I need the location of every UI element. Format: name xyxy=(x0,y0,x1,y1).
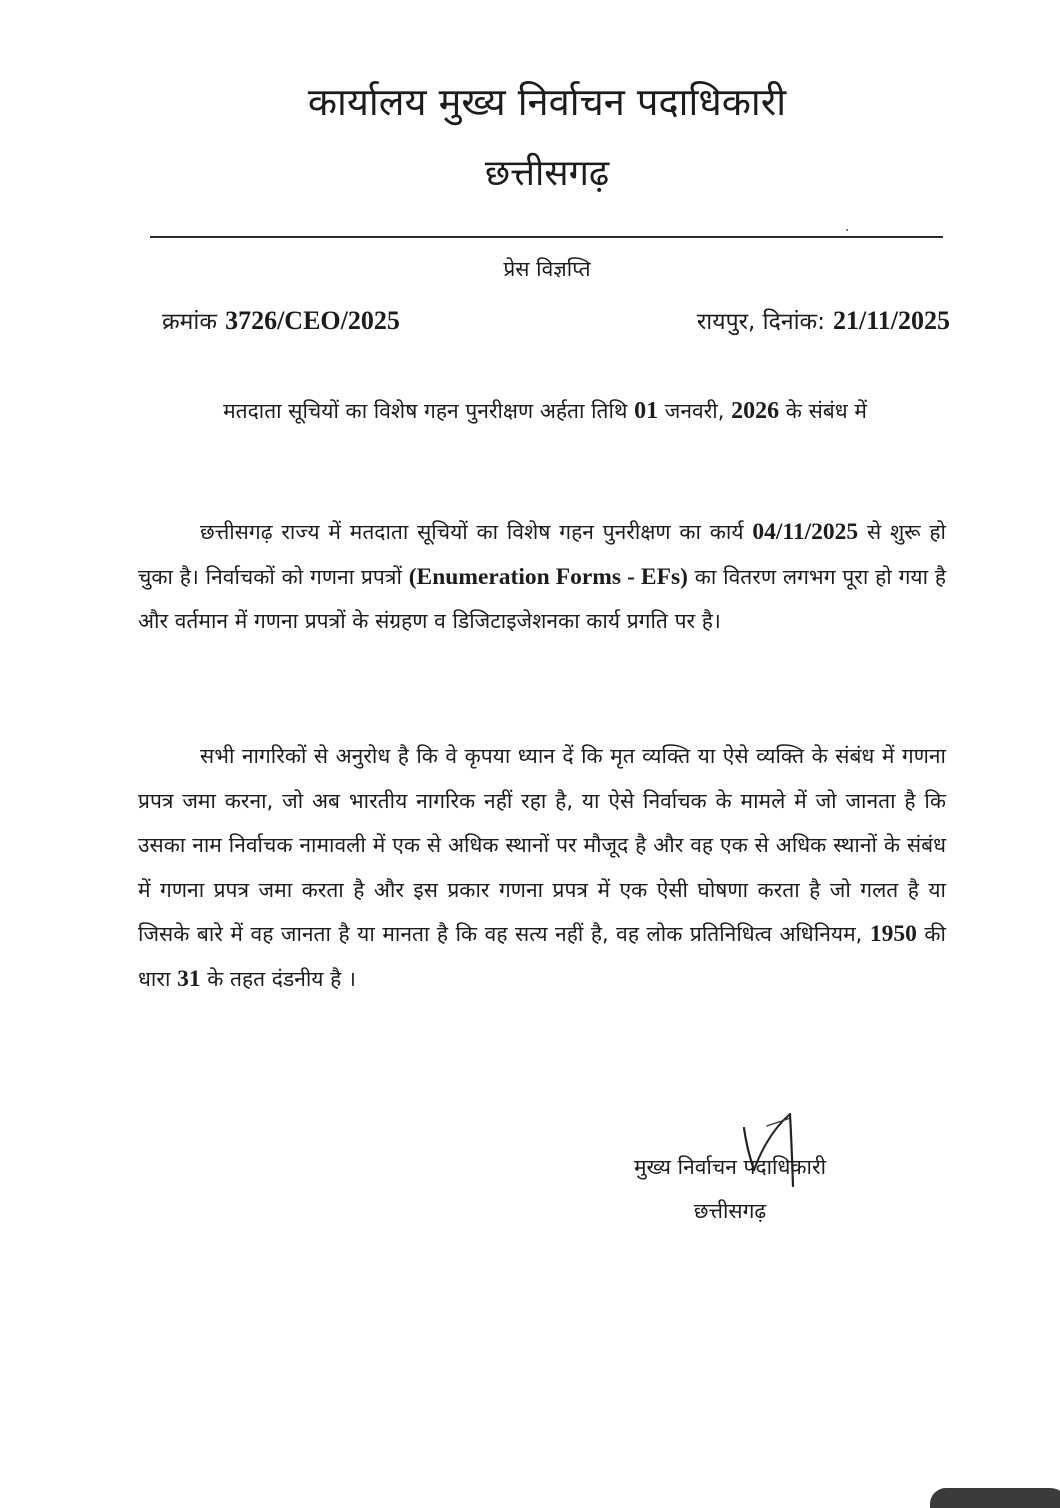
signatory-state: छत्तीसगढ़ xyxy=(693,1199,767,1223)
place-date xyxy=(697,304,950,336)
emphasized-text: (Enumeration Forms - EFs) xyxy=(408,563,688,590)
emphasized-text: 1950 xyxy=(869,921,917,947)
office-state: छत्तीसगढ़ xyxy=(484,153,610,194)
signatory-designation: मुख्य निर्वाचन पदाधिकारी xyxy=(633,1155,827,1179)
body-paragraph-2 xyxy=(138,734,946,1001)
scan-speck xyxy=(846,229,848,231)
reference-number xyxy=(162,304,400,336)
subject-day: 01 xyxy=(634,398,659,424)
signatory-block xyxy=(560,1145,900,1233)
subject-text-2: जनवरी, xyxy=(664,399,725,423)
place-date-label: रायपुर, दिनांक: xyxy=(696,309,825,335)
press-release-label: प्रेस विज्ञप्ति xyxy=(503,257,591,281)
subject-text-1: मतदाता सूचियों का विशेष गहन पुनरीक्षण अर्हता तिथि xyxy=(223,399,628,423)
paragraph-text: सभी नागरिकों से अनुरोध है कि वे कृपया ध्यान दें कि मृत व्यक्ति या ऐसे व्यक्ति के संबंध में गणना प्रपत्र जमा करना, जो अब भारतीय नागरिक नहीं रहा है, या ऐसे निर्वाचक के मामले में जो जानता है कि उसका नाम निर्वाचक नामावली में एक से अधिक स्थानों पर मौजूद है और वह एक से अधिक स्थानों के संबंध में गणना प्रपत्र जमा करता है और इस प्रकार गणना प्रपत्र में एक ऐसी घोषणा करता है जो गलत है या जिसके बारे में वह जानता है या मानता है कि वह सत्य नहीं है, वह लोक प्रतिनिधित्व अधिनियम, xyxy=(138,744,946,946)
reference-value: 3726/CEO/2025 xyxy=(225,306,400,335)
paragraph-text: छत्तीसगढ़ राज्य में मतदाता सूचियों का विशेष गहन पुनरीक्षण का कार्य xyxy=(200,520,753,544)
subject-year: 2026 xyxy=(731,398,780,424)
emphasized-text: 04/11/2025 xyxy=(752,519,859,545)
office-title: कार्यालय मुख्य निर्वाचन पदाधिकारी xyxy=(307,80,787,124)
paragraph-text: के तहत दंडनीय है । xyxy=(200,966,356,991)
paragraph-text: का वितरण लगभग पूरा हो गया है और वर्तमान में गणना प्रपत्रों के संग्रहण व डिजिटाइजेशनका कार्य प्रगति पर है। xyxy=(138,564,947,633)
body-paragraph-1 xyxy=(138,510,946,644)
viewer-overlay-bar xyxy=(930,1488,1060,1508)
header-divider xyxy=(150,236,943,238)
paragraph-text: की धारा xyxy=(138,922,946,991)
subject-line xyxy=(150,388,940,434)
date-value: 21/11/2025 xyxy=(832,306,950,335)
paragraph-text: से शुरू हो चुका है। निर्वाचकों को गणना प्रपत्रों xyxy=(138,520,946,589)
reference-label: क्रमांक xyxy=(162,309,218,335)
reference-row xyxy=(162,302,950,338)
subject-text-3: के संबंध में xyxy=(785,399,867,423)
emphasized-text: 31 xyxy=(177,965,201,992)
